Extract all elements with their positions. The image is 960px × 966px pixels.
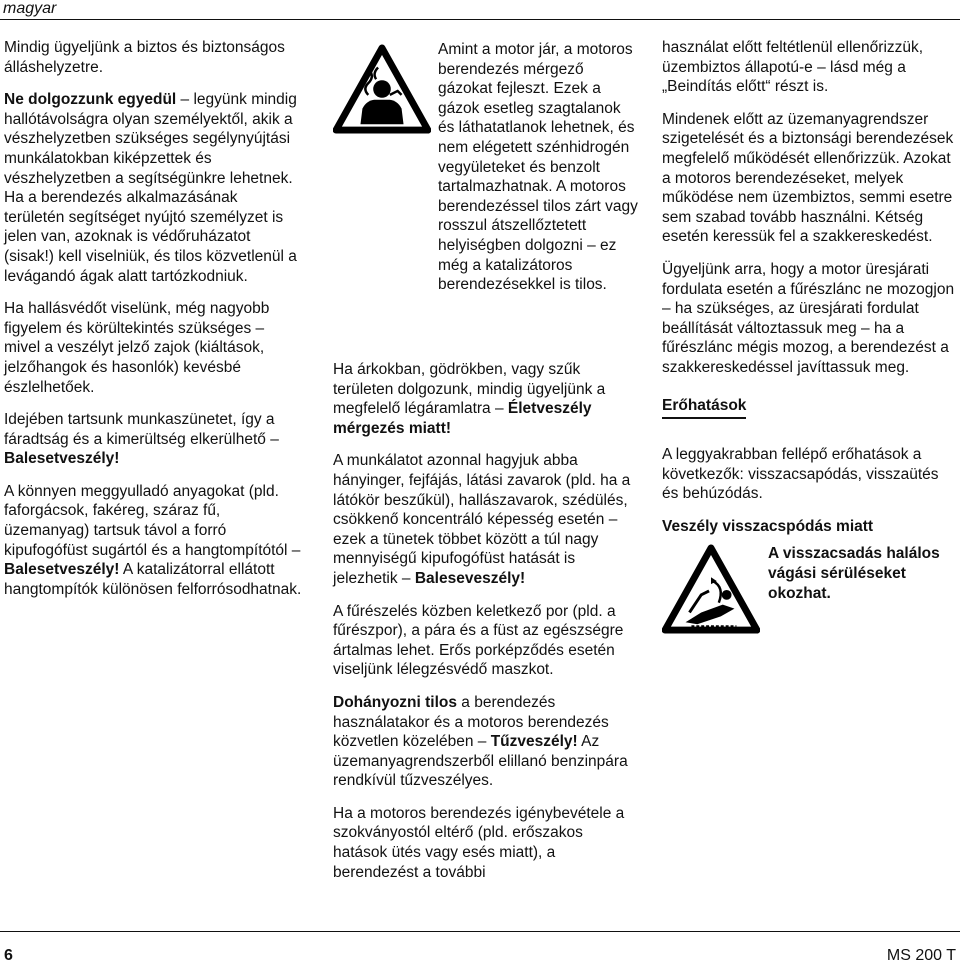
paragraph-text: – legyünk mindig hallótávolságra olyan személyektől, akik a vészhelyzetben szükséges segélynyújtási munkálatokban kiképzettek és vészhelyzetben a segítségünkre lehetnek. Ha a berendezés alkalmazásának területén segítséget nyújtó személyzet is jelen van, azoknak is védőruházatot (sisak!) kell viselniük, és tilos közvetlenül a levágandó ágak alatt tartózkodniuk. — [4, 91, 297, 285]
warning-text: Balesetveszély! — [4, 561, 120, 579]
paragraph-idle-speed: Ügyeljünk arra, hogy a motor üresjárati fordulata esetén a fűrészlánc ne mozogjon – ha szükséges, az üresjárati fordulat beállítását változtassuk meg – ha a fűrészlánc mégis mozog, a berendezést a szakkereskedéssel javíttassuk meg. — [662, 260, 955, 376]
warning-text: Életveszély mérgezés miatt! — [333, 400, 592, 437]
paragraph-hearing-protection: Ha hallásvédőt viselünk, még nagyobb figyelem és körültekintés szükséges – mivel a veszélyt jelző zajok (kiáltások, jelzőhangok és hasonlók) kevésbé észlelhetőek. — [4, 300, 270, 396]
column-1 — [4, 38, 302, 612]
paragraph-text: Idejében tartsunk munkaszünetet, így a fáradtság és a kimerültség elkerülhető – — [4, 411, 279, 448]
paragraph-dust: A fűrészelés közben keletkező por (pld. a fűrészpor), a pára és a füst az egészségre ártalmas lehet. Erős porképződés esetén viseljünk lélegzésvédő maszkot. — [333, 602, 624, 679]
kickback-warning-text: A visszacsadás halálos vágási sérüléseket okozhat. — [768, 545, 940, 602]
paragraph-trenches — [333, 360, 633, 438]
paragraph-unusual-stress: Ha a motoros berendezés igénybevétele a szokványostól eltérő (pld. erőszakos hatások ütés vagy esés miatt), a berendezést a további — [333, 804, 625, 881]
paragraph-symptoms — [333, 451, 633, 588]
page-footer — [0, 931, 960, 964]
warning-text: Balesetveszély! — [4, 450, 120, 468]
bold-text: Dohányozni tilos — [333, 693, 457, 711]
paragraph-text: a berendezés használatakor és a motoros berendezés közvetlen közelében – — [333, 693, 609, 751]
paragraph-text: A könnyen meggyulladó anyagokat (pld. faforgácsok, fakéreg, száraz fű, üzemanyag) tartsuk távol a forró kipufogófüst sugártól és a hangtompítótól – — [4, 482, 301, 559]
paragraph-text: A katalizátorral ellátott hangtompítók különösen felforrósodhatnak. — [4, 561, 302, 598]
language-label: magyar — [3, 0, 57, 17]
paragraph-smoking — [333, 693, 633, 791]
column-2 — [333, 38, 638, 895]
paragraph-text: A munkálatot azonnal hagyjuk abba hányinger, fejfájás, látási zavarok (pld. ha a látókör beszűkül), hallászavarok, szédülés, csökkenő koncentráló képesség esetén – ezek a tünetek többet között a túl nagy mennyiségű kipufogófüst hatását is jelezhetik – — [333, 452, 631, 587]
kickback-warning — [662, 546, 957, 656]
paragraph-forces: A leggyakrabban fellépő erőhatások a következők: visszacsapódás, visszaütés és behúzódás. — [662, 446, 939, 503]
warning-text: Tűzveszély! — [490, 733, 578, 751]
subheading-kickback: Veszély visszacspódás miatt — [662, 517, 874, 535]
paragraph-text: Az üzemanyagrendszerből elillanó benzinpára rendkívül tűzveszélyes. — [333, 733, 628, 790]
toxic-gas-warning — [333, 38, 638, 360]
paragraph-not-alone — [4, 90, 302, 286]
paragraph-flammable — [4, 482, 302, 600]
page-header — [0, 0, 960, 20]
section-title: Erőhatások — [662, 396, 746, 420]
bold-text: Ne dolgozzunk egyedül — [4, 91, 177, 109]
toxic-gas-warning-icon — [333, 44, 431, 134]
kickback-warning-icon — [662, 544, 760, 634]
section-heading-wrap — [662, 396, 957, 420]
paragraph-text: Ha árkokban, gödrökben, vagy szűk területen dolgozunk, mindig ügyeljünk a megfelelő légáramlatra – — [333, 361, 606, 418]
paragraph-check-before-use: használat előtt feltétlenül ellenőrizzük, üzembiztos állapotú-e – lásd még a „Beindítás előtt“ részt is. — [662, 39, 924, 96]
paragraph-breaks — [4, 410, 302, 469]
page-number: 6 — [4, 947, 13, 964]
warning-text: Baleseveszély! — [414, 569, 526, 587]
paragraph-stance: Mindig ügyeljünk a biztos és biztonságos álláshelyzetre. — [4, 39, 285, 76]
model-name: MS 200 T — [886, 947, 956, 964]
column-3 — [662, 38, 957, 656]
paragraph-fuel-system: Mindenek előtt az üzemanyagrendszer szigetelését és a biztonsági berendezések megfelelő működését ellenőrizzük. Azokat a motoros berendezéseket, melyek működése nem üzembiztos, semmi esetre sem szabad tovább használni. Kétség esetén keressük fel a szakkereskedést. — [662, 110, 954, 246]
toxic-gas-warning-text: Amint a motor jár, a motoros berendezés mérgező gázokat fejleszt. Ezek a gázok esetleg szagtalanok és láthatatlanok lehetnek, és nem elégetett szénhidrogén vegyületeket és benzolt tartalmazhatnak. A motoros berendezéssel tilos zárt vagy rosszul átszellőztetett helyiségben dolgozni – ez még a katalizátoros berendezésekkel is tilos. — [438, 41, 638, 294]
